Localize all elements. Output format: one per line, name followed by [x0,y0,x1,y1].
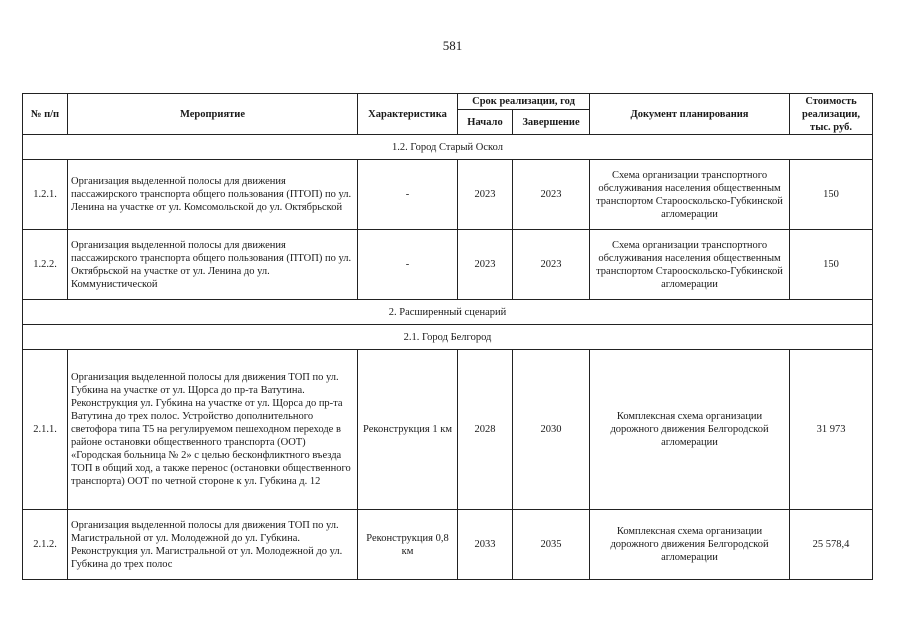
row-num: 1.2.2. [23,230,68,300]
section-title: 2.1. Город Белгород [23,325,873,350]
row-num: 1.2.1. [23,160,68,230]
section-row [23,135,873,160]
page-number: 581 [442,38,463,53]
header-characteristic: Характеристика [358,94,458,135]
row-cost: 31 973 [790,350,873,510]
row-activity: Организация выделенной полосы для движения ТОП по ул. Губкина на участке от ул. Щорса до пр-та Ватутина. Реконструкция ул. Губкина на участке от ул. Щорса до пр-та Ватутина до трех полос. Устройство дополнительного светофора типа Т5 на регулируемом пешеходном переходе в районе остановки общественного транспорта (ООТ) «Городская больница № 2» с целью бесконфликтного въезда ТОП в общий ход, а также перенос (остановки общественного транспорта) ООТ по четной стороне к ул. Губкина д. 12 [68,350,358,510]
row-end: 2030 [513,350,590,510]
row-cost: 150 [790,230,873,300]
row-characteristic: Реконструкция 1 км [358,350,458,510]
header-start: Начало [458,110,513,135]
row-num: 2.1.2. [23,510,68,580]
row-cost: 25 578,4 [790,510,873,580]
row-end: 2023 [513,160,590,230]
row-cost: 150 [790,160,873,230]
table-row [23,350,873,510]
header-document: Документ планирования [590,94,790,135]
header-period: Срок реализации, год [458,94,590,110]
table-row [23,160,873,230]
header-activity: Мероприятие [68,94,358,135]
row-activity: Организация выделенной полосы для движения пассажирского транспорта общего пользования (ПТОП) по ул. Октябрьской на участке от ул. Ленина до ул. Коммунистической [68,230,358,300]
header-cost: Стоимость реализации, тыс. руб. [790,94,873,135]
section-title: 1.2. Город Старый Оскол [23,135,873,160]
row-end: 2035 [513,510,590,580]
row-num: 2.1.1. [23,350,68,510]
row-activity: Организация выделенной полосы для движения ТОП по ул. Магистральной от ул. Молодежной до ул. Губкина. Реконструкция ул. Магистральной от ул. Молодежной до ул. Губкина до трех полос [68,510,358,580]
section-row [23,300,873,325]
row-activity: Организация выделенной полосы для движения пассажирского транспорта общего пользования (ПТОП) по ул. Ленина на участке от ул. Комсомольской до ул. Октябрьской [68,160,358,230]
row-characteristic: - [358,230,458,300]
row-document: Комплексная схема организации дорожного движения Белгородской агломерации [590,350,790,510]
row-characteristic: - [358,160,458,230]
header-end: Завершение [513,110,590,135]
table-row [23,230,873,300]
header-num: № п/п [23,94,68,135]
plan-table [22,93,873,580]
row-end: 2023 [513,230,590,300]
row-start: 2028 [458,350,513,510]
table-row [23,510,873,580]
row-start: 2033 [458,510,513,580]
row-start: 2023 [458,230,513,300]
section-title: 2. Расширенный сценарий [23,300,873,325]
row-document: Схема организации транспортного обслуживания населения общественным транспортом Старооскольско-Губкинской агломерации [590,230,790,300]
row-start: 2023 [458,160,513,230]
row-document: Схема организации транспортного обслуживания населения общественным транспортом Старооскольско-Губкинской агломерации [590,160,790,230]
row-characteristic: Реконструкция 0,8 км [358,510,458,580]
row-document: Комплексная схема организации дорожного движения Белгородской агломерации [590,510,790,580]
section-row [23,325,873,350]
